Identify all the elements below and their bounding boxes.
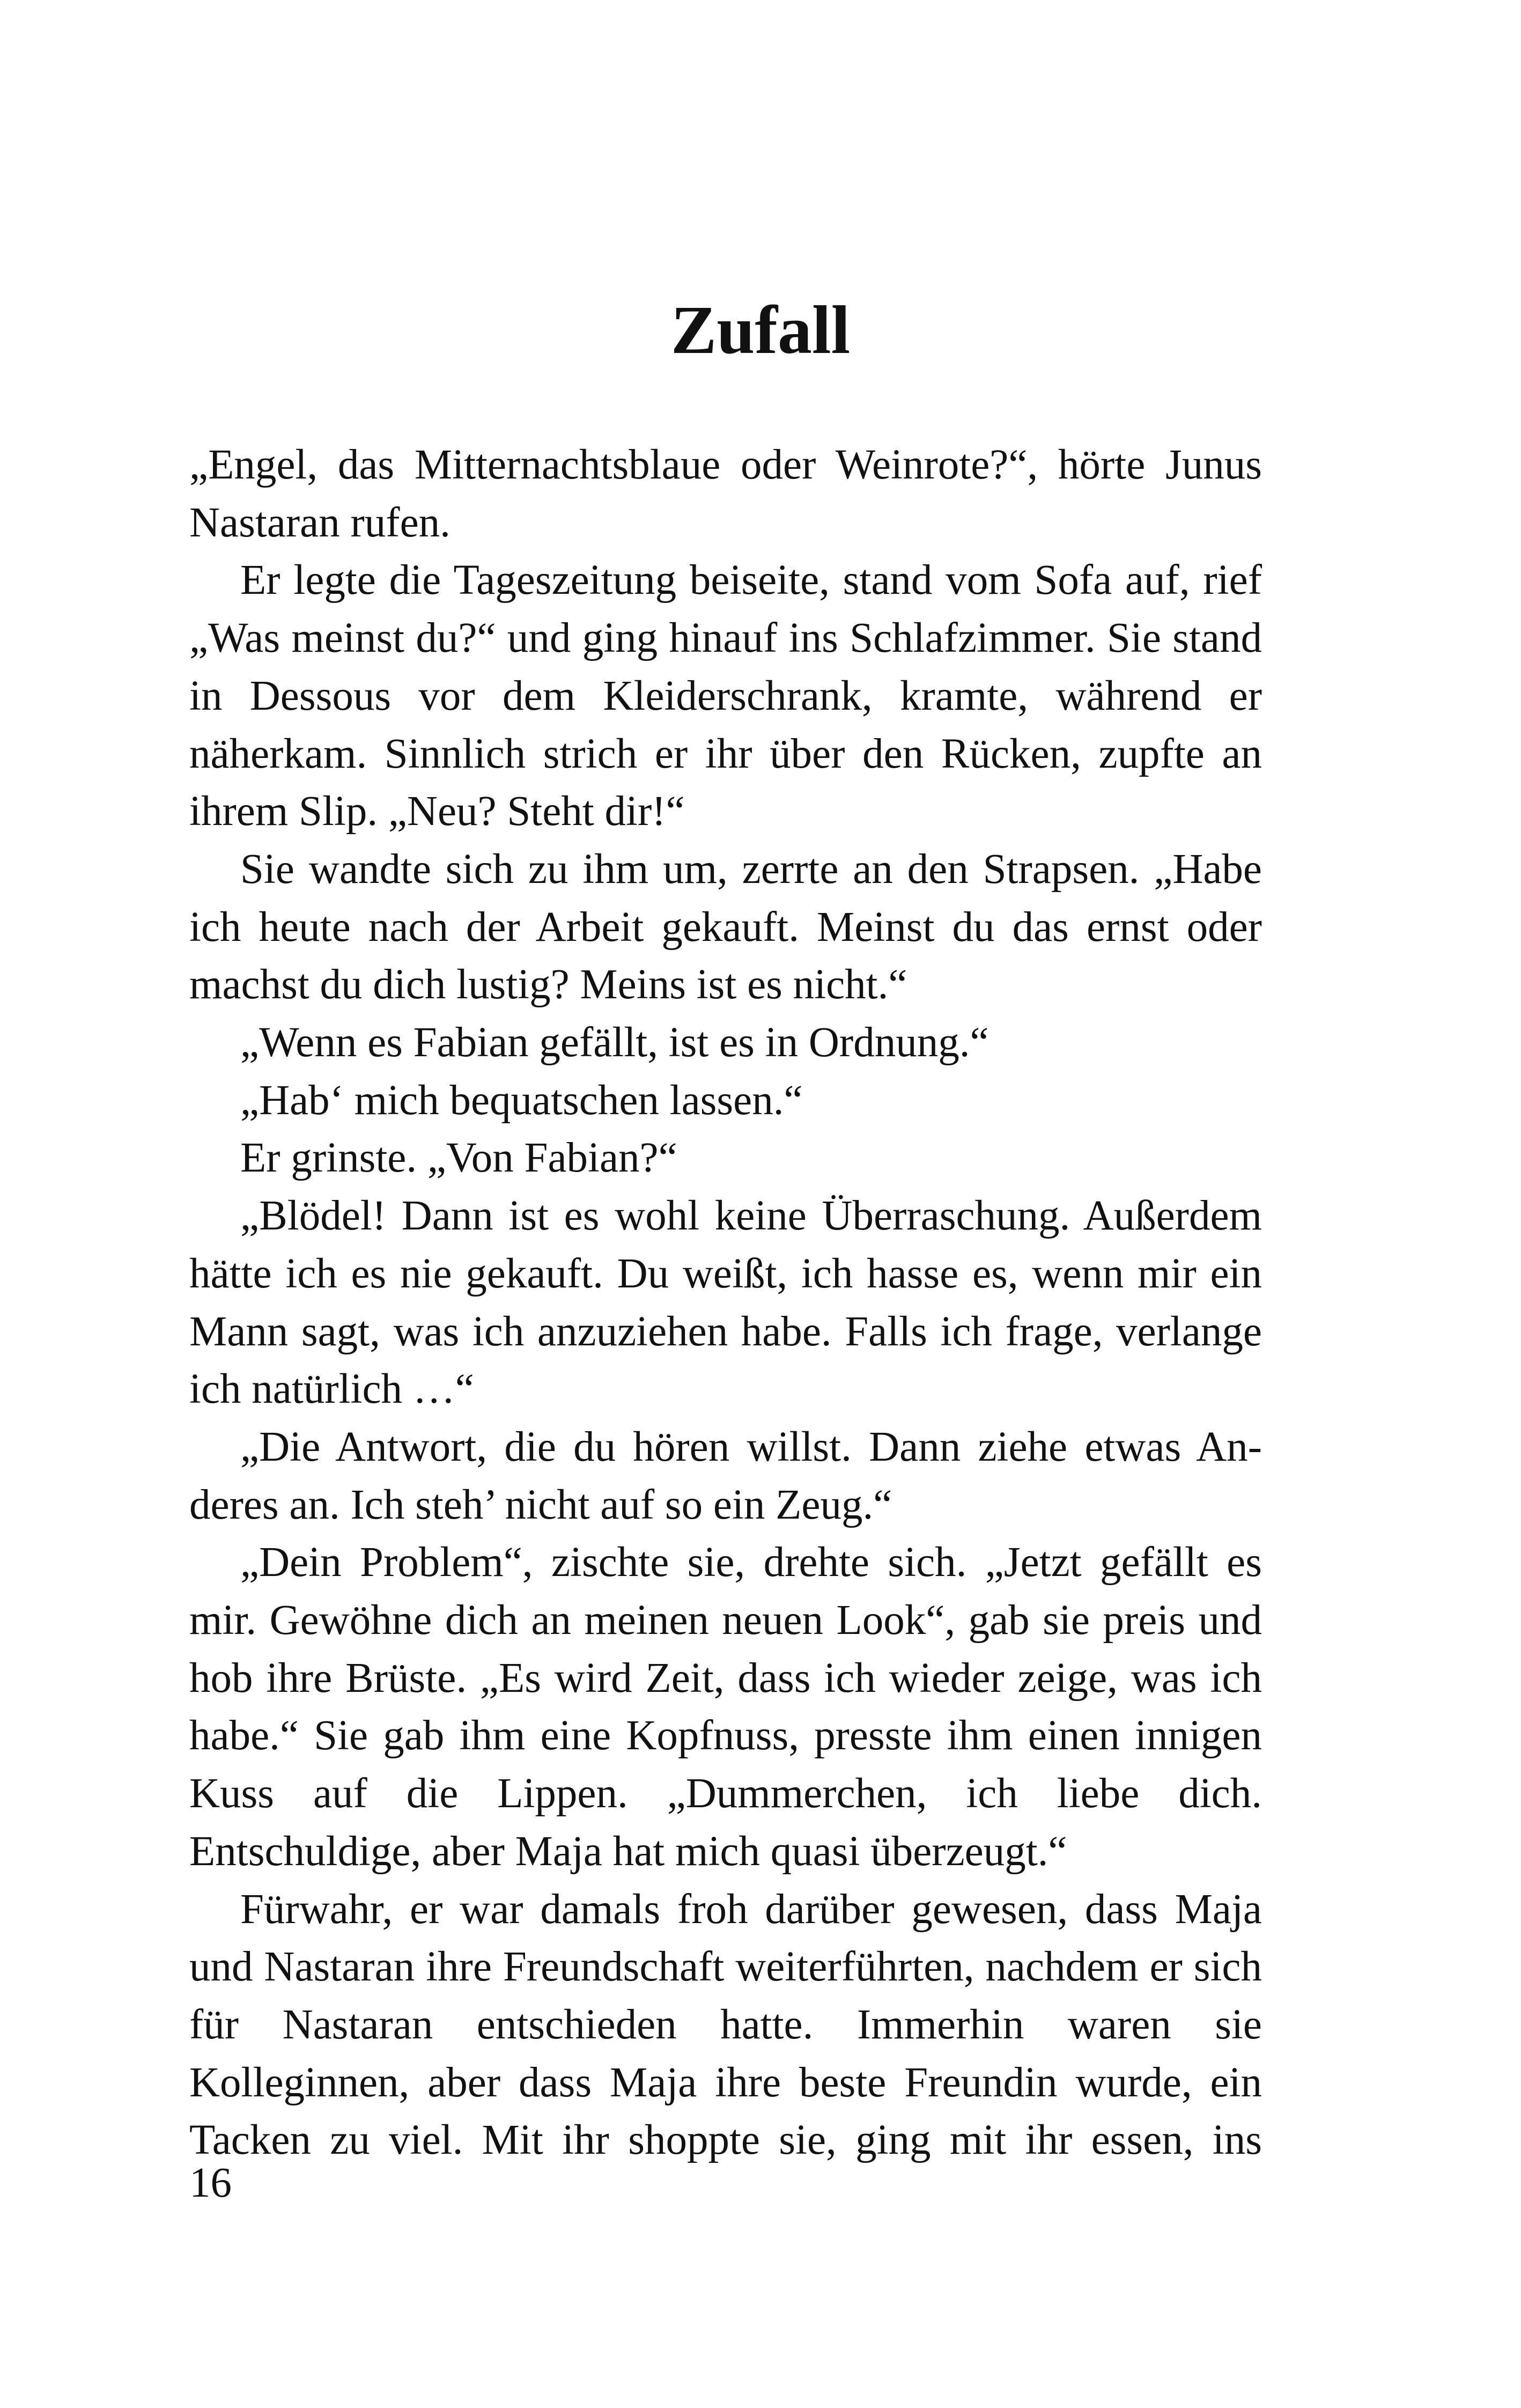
paragraph: Er grinste. „Von Fabian?“ [240,1135,677,1182]
paragraph: Sie wandte sich zu ihm um, zerrte an den Strapsen. „Habe ich heute nach der Arbeit gekauft. Meinst du das ernst oder machst du dich lustig? Meins ist es nicht.“ [189,845,1262,1008]
paragraph: „Hab‘ mich bequatschen lassen.“ [240,1077,803,1124]
paragraph: „Wenn es Fabian gefällt, ist es in Ordnung.“ [240,1019,989,1066]
paragraph: „Blödel! Dann ist es wohl keine Überraschung. Außerdem hätte ich es nie gekauft. Du weißt, ich hasse es, wenn mir ein Mann sagt, was ich anzuziehen habe. Falls ich frage, verlange ich natürlich …“ [189,1192,1262,1413]
paragraph: „Dein Problem“, zischte sie, drehte sich. „Jetzt gefällt es mir. Gewöhne dich an meinen neuen Look“, gab sie preis und hob ihre Brüste. „Es wird Zeit, dass ich wieder zeige, was ich habe.“ Sie gab ihm eine Kopfnuss, presste ihm einen innigen Kuss auf die Lippen. „Dummerchen, ich liebe dich. Entschuldige, aber Maja hat mich quasi überzeugt.“ [189,1539,1262,1875]
body-text [189,436,1262,2169]
chapter-title: Zufall [670,292,851,368]
page-number: 16 [189,2160,232,2206]
paragraph: „Die Antwort, die du hören willst. Dann ziehe etwas Anderes an. Ich steh’ nicht auf so ein Zeug.“ [189,1423,1262,1528]
paragraph: Er legte die Tageszeitung beiseite, stand vom Sofa auf, rief „Was meinst du?“ und ging hinauf ins Schlafzimmer. Sie stand in Dessous vor dem Kleiderschrank, kramte, während er näherkam. Sinnlich strich er ihr über den Rücken, zupfte an ihrem Slip. „Neu? Steht dir!“ [189,557,1262,835]
paragraph: „Engel, das Mitternachtsblaue oder Weinrote?“, hörte Junus Nastaran rufen. [189,441,1262,546]
paragraph: Fürwahr, er war damals froh darüber gewesen, dass Maja und Nastaran ihre Freundschaft weiterführten, nachdem er sich für Nastaran entschieden hatte. Immerhin waren sie Kolleginnen, aber dass Maja ihre beste Freundin wurde, ein Tacken zu viel. Mit ihr shoppte sie, ging mit ihr essen, ins [189,1886,1262,2164]
